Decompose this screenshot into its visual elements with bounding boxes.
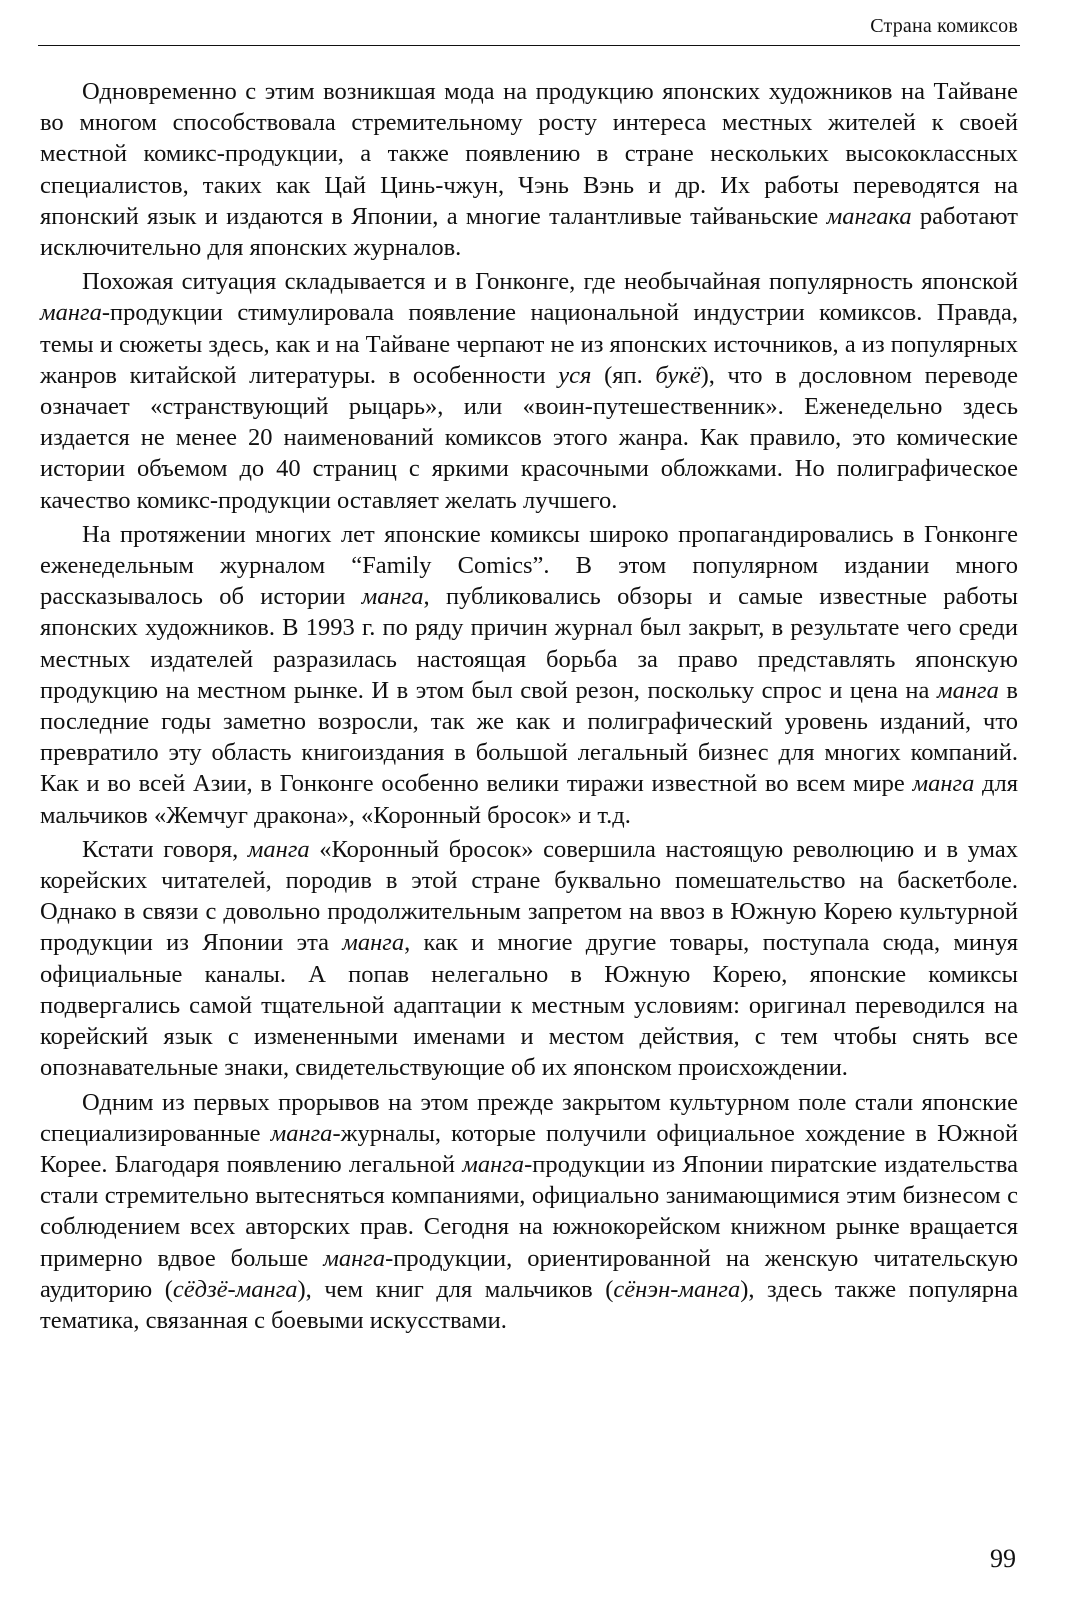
text-run: работают исключительно для японских журналов.: [40, 202, 1018, 262]
text-run: «Коронный бросок» совершила настоящую революцию и в умах корейских читателей, породив в этой стране буквально помешательство на баскетболе. Однако в связи с довольно продолжительным запретом на ввоз в Южную Корею культурной продукции из Японии эта: [40, 835, 1019, 957]
text-run: для мальчиков «Жемчуг дракона», «Коронный бросок» и т.д.: [40, 770, 1018, 829]
text-run: Одним из первых прорывов на этом прежде закрытом культурном поле стали японские специализированные: [40, 1088, 1018, 1147]
italic-term: манга: [361, 583, 424, 611]
italic-term: манга: [40, 299, 102, 327]
text-run: На протяжении многих лет японские комиксы широко пропагандировались в Гонконге еженедельным журналом “Family Comics”. В этом популярном издании много рассказывалось об истории: [40, 520, 1018, 611]
text-run: ), чем книг для мальчиков (: [297, 1275, 614, 1303]
page-number: 99: [990, 1544, 1016, 1573]
italic-term: манга: [462, 1150, 525, 1178]
body-text: [40, 76, 1018, 1336]
text-run: , публиковались обзоры и самые известные работы японских художников. В 1993 г. по ряду причин журнал был закрыт, в результате чего среди местных издателей разразилась настоящая борьба за право представлять японскую продукцию на местном рынке. И в этом был свой резон, поскольку спрос и цена на: [40, 583, 1018, 704]
text-run: -журналы, которые получили официальное хождение в Южной Корее. Благодаря появлению легальной: [40, 1119, 1018, 1178]
paragraph-4: [40, 834, 1018, 1084]
italic-term: сёнэн-манга: [613, 1275, 741, 1303]
text-run: Одновременно с этим возникшая мода на продукцию японских художников на Тайване во многом способствовала стремительному росту интереса местных жителей к своей местной комикс-продукции, а также появлению в стране нескольких высококлассных специалистов, таких как Цай Цинь-чжун, Чэнь Вэнь и др. Их работы переводятся на японский язык и издаются в Японии, а многие талантливые тайваньские: [40, 78, 1018, 230]
text-run: Кстати говоря,: [82, 835, 248, 863]
italic-term: уся: [558, 361, 592, 389]
italic-term: манга: [342, 929, 405, 957]
italic-term: манга: [912, 770, 975, 798]
text-run: ), здесь также популярна тематика, связанная с боевыми искусствами.: [40, 1275, 1019, 1334]
italic-term: манга: [247, 835, 310, 863]
text-run: -продукции из Японии пиратские издательства стали стремительно вытесняться компаниями, официально занимающимися этим бизнесом с соблюдением всех авторских прав. Сегодня на южнокорейском книжном рынке вращается примерно вдвое больше: [40, 1150, 1018, 1272]
italic-term: букё: [655, 361, 701, 389]
italic-term: манга: [323, 1244, 386, 1272]
paragraph-2: [40, 266, 1018, 516]
italic-term: манга: [936, 676, 999, 704]
text-run: (яп.: [591, 361, 656, 389]
text-run: -продукции стимулировала появление национальной индустрии комиксов. Правда, темы и сюжеты здесь, как и на Тайване черпают не из японских источников, а из популярных жанров китайской литературы. в особенности: [40, 299, 1018, 389]
text-run: Похожая ситуация складывается и в Гонконге, где необычайная популярность японской: [82, 268, 1018, 296]
paragraph-5: [40, 1087, 1018, 1337]
italic-term: манга: [270, 1119, 333, 1147]
text-run: -продукции, ориентированной на женскую читательскую аудиторию (: [40, 1244, 1018, 1303]
paragraph-1: [40, 76, 1018, 263]
italic-term: сёдзё-манга: [172, 1275, 298, 1303]
running-head: Страна комиксов: [870, 15, 1018, 37]
text-run: , как и многие другие товары, поступала сюда, минуя официальные каналы. А попав нелегально в Южную Корею, японские комиксы подвергались самой тщательной адаптации к местным условиям: оригинал переводился на корейский язык с измененными именами и местом действия, с тем чтобы снять все опознавательные знаки, свидетельствующие об их японском происхождении.: [40, 929, 1018, 1082]
text-run: в последние годы заметно возросли, так же как и полиграфический уровень изданий, что превратило эту область книгоиздания в большой легальный бизнес для многих компаний. Как и во всей Азии, в Гонконге особенно велики тиражи известной во всем мире: [40, 676, 1018, 798]
header-rule: [38, 45, 1020, 46]
text-run: ), что в дословном переводе означает «странствующий рыцарь», или «воин-путешественник». Еженедельно здесь издается не менее 20 наименований комиксов этого жанра. Как правило, это комические истории объемом до 40 страниц с яркими красочными обложками. Но полиграфическое качество комикс-продукции оставляет желать лучшего.: [40, 361, 1018, 514]
paragraph-3: [40, 519, 1018, 831]
italic-term: мангака: [826, 202, 912, 230]
